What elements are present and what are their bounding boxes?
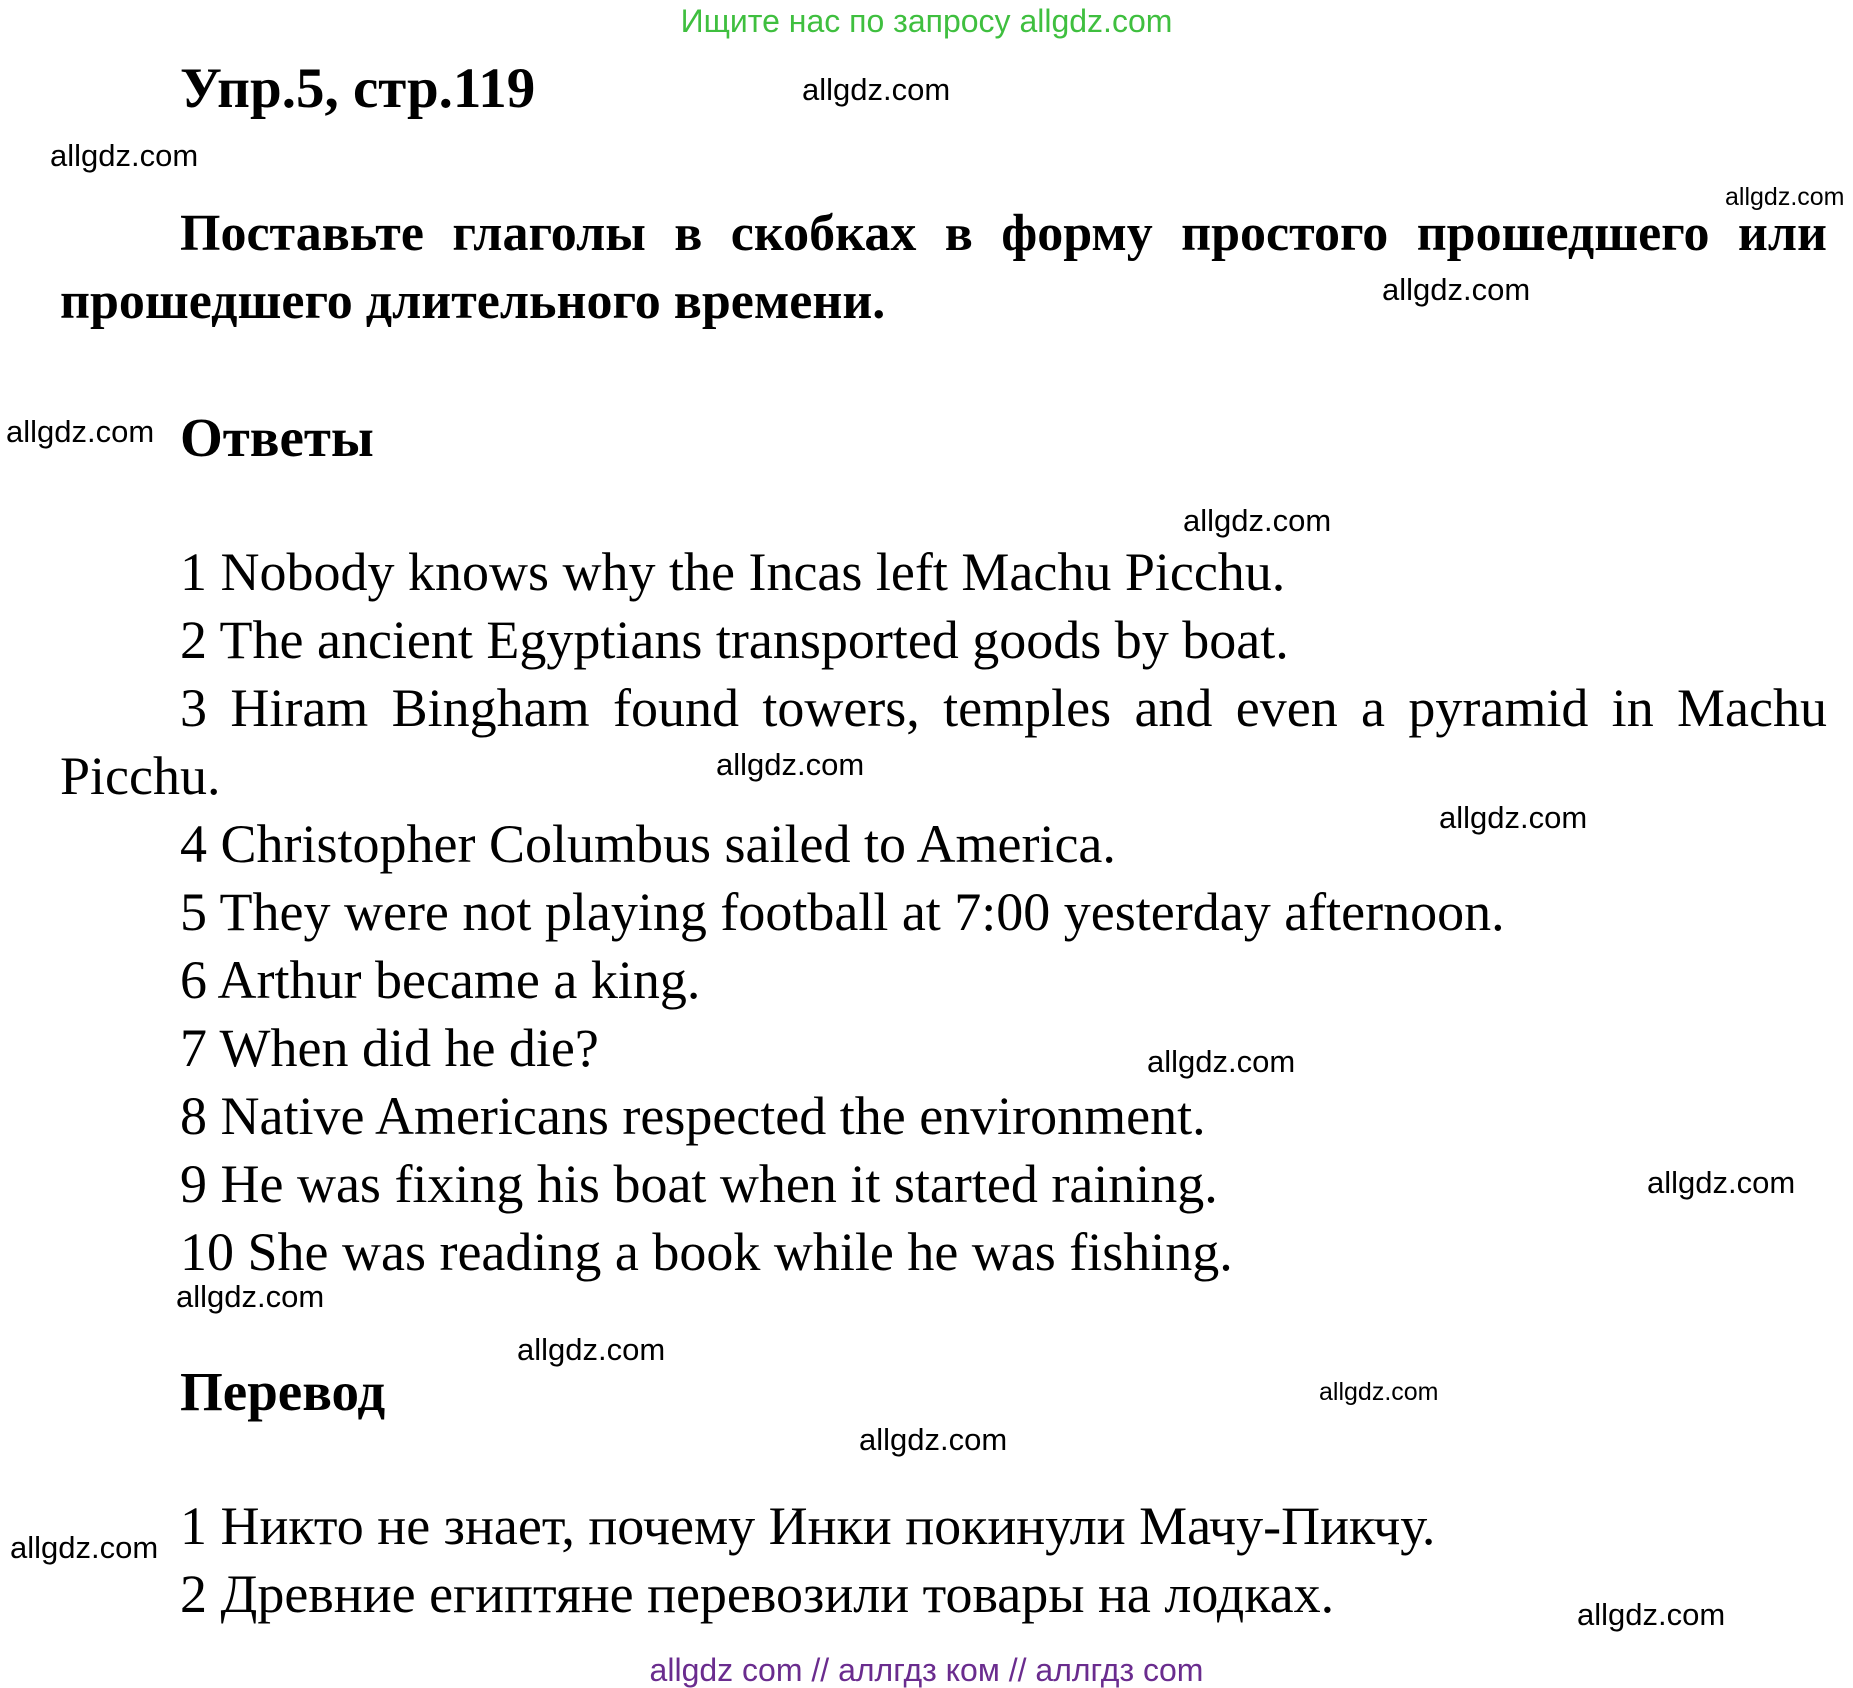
watermark: allgdz.com <box>10 1530 159 1565</box>
footer-watermark-banner: allgdz com // аллгдз ком // аллгдз com <box>649 1652 1204 1688</box>
watermark: allgdz.com <box>176 1279 325 1314</box>
watermark: allgdz.com <box>1147 1044 1296 1079</box>
watermark: allgdz.com <box>1647 1165 1796 1200</box>
watermark: allgdz.com <box>50 138 199 173</box>
answer-item: 3 Hiram Bingham found towers, temples and even a pyramid in Machu Picchu. <box>60 678 1827 806</box>
answer-item: 8 Native Americans respected the environment. <box>180 1086 1206 1146</box>
translation-item: 2 Древние египтяне перевозили товары на лодках. <box>180 1564 1335 1624</box>
watermark: allgdz.com <box>1382 272 1531 307</box>
watermark: allgdz.com <box>1183 503 1332 538</box>
watermark: allgdz.com <box>1577 1597 1726 1632</box>
watermark: allgdz.com <box>6 414 155 449</box>
answer-item: 4 Christopher Columbus sailed to America. <box>180 814 1116 874</box>
answer-item: 2 The ancient Egyptians transported goods by boat. <box>180 610 1289 670</box>
answers-heading: Ответы <box>180 407 374 468</box>
watermark: allgdz.com <box>802 72 951 107</box>
watermark: allgdz.com <box>716 747 865 782</box>
watermark: allgdz.com <box>859 1422 1008 1457</box>
top-search-banner: Ищите нас по запросу allgdz.com <box>680 3 1173 39</box>
task-instructions: Поставьте глаголы в скобках в форму простого прошедшего или прошедшего длительного времени. <box>60 205 1827 330</box>
answers-list <box>60 538 1827 1286</box>
translation-item: 1 Никто не знает, почему Инки покинули Мачу-Пикчу. <box>180 1496 1436 1556</box>
answer-item: 10 She was reading a book while he was fishing. <box>180 1222 1233 1282</box>
answer-item: 7 When did he die? <box>180 1018 599 1078</box>
answer-item: 1 Nobody knows why the Incas left Machu Picchu. <box>180 542 1286 602</box>
watermark: allgdz.com <box>1725 183 1845 211</box>
watermark: allgdz.com <box>517 1332 666 1367</box>
exercise-title: Упр.5, стр.119 <box>180 57 536 120</box>
translation-list <box>60 1492 1827 1632</box>
watermark: allgdz.com <box>1319 1378 1439 1406</box>
answer-item: 9 He was fixing his boat when it started raining. <box>180 1154 1218 1214</box>
answer-item: 6 Arthur became a king. <box>180 950 701 1010</box>
translation-heading: Перевод <box>180 1361 386 1422</box>
answer-item: 5 They were not playing football at 7:00 yesterday afternoon. <box>180 882 1505 942</box>
watermark: allgdz.com <box>1439 800 1588 835</box>
